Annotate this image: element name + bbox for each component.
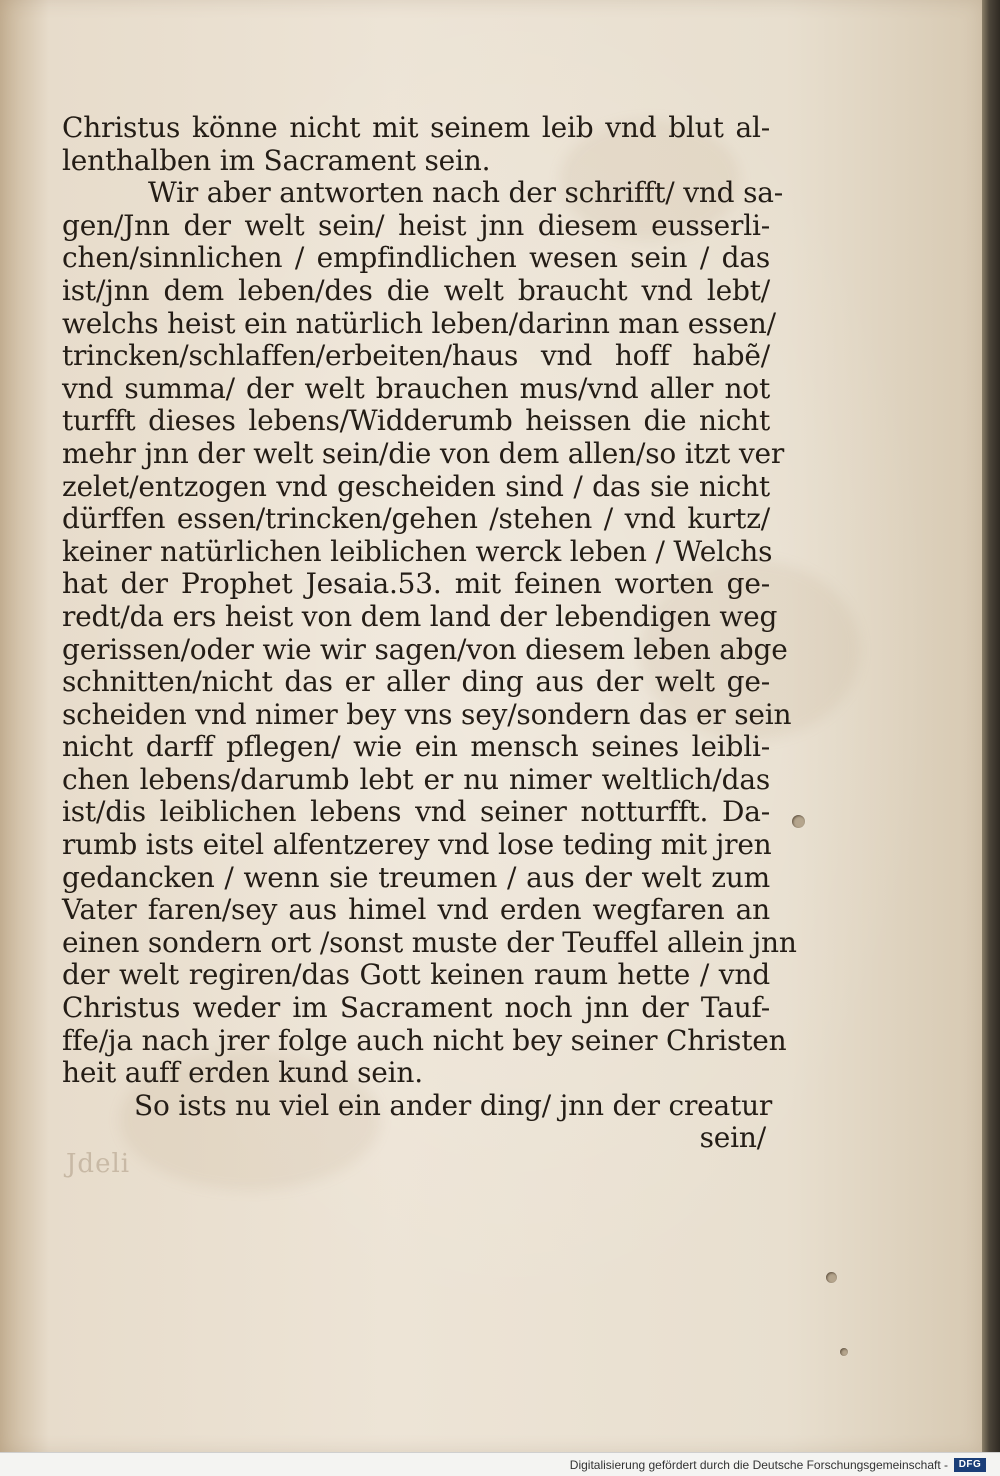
text-line: heit auff erden kund sein. (62, 1056, 423, 1090)
text-line: chen/sinnlichen / empfindlichen wesen sein / das (62, 241, 770, 275)
dfg-logo: DFG (954, 1458, 986, 1472)
text-line: redt/da ers heist von dem land der lebendigen weg (62, 599, 778, 633)
text-line: Christus könne nicht mit seinem leib vnd blut al- (62, 111, 770, 144)
text-line: Wir aber antworten nach der schrifft/ vnd sa- (148, 176, 784, 210)
text-line: ist/jnn dem leben/des die welt braucht vnd lebt/ (62, 273, 770, 307)
text-line: der welt regiren/das Gott keinen raum hette / vnd (62, 958, 770, 992)
text-line: zelet/entzogen vnd gescheiden sind / das sie nicht (62, 469, 770, 503)
faint-show-through-mark: Jdeli (66, 1149, 131, 1179)
page-edge (982, 0, 1000, 1453)
text-line: rumb ists eitel alfentzerey vnd lose teding mit jren (62, 828, 772, 862)
text-line: keiner natürlichen leiblichen werck leben / Welchs (62, 534, 773, 568)
funding-credit: Digitalisierung gefördert durch die Deutsche Forschungsgemeinschaft - (569, 1458, 948, 1472)
paper-hole (840, 1348, 848, 1356)
text-line: gerissen/oder wie wir sagen/von diesem leben abge (62, 632, 788, 666)
text-line: Christus weder im Sacrament noch jnn der Tauf- (62, 991, 770, 1025)
text-line: ist/dis leiblichen lebens vnd seiner notturfft. Da- (62, 795, 770, 829)
text-line: hat der Prophet Jesaia.53. mit feinen worten ge- (62, 567, 770, 601)
paper-hole (792, 815, 805, 828)
text-line: lenthalben im Sacrament sein. (62, 143, 491, 177)
text-line: So ists nu viel ein ander ding/ jnn der creatur (134, 1088, 773, 1122)
footer-bar (0, 1452, 1000, 1476)
text-line: schnitten/nicht das er aller ding aus der welt ge- (62, 665, 770, 699)
text-line: trincken/schlaffen/erbeiten/haus vnd hoff habẽ/ (62, 339, 770, 373)
text-line: scheiden vnd nimer bey vns sey/sondern das er sein (62, 697, 792, 731)
text-line: turfft dieses lebens/Widderumb heissen die nicht (62, 404, 770, 438)
text-line: dürffen essen/trincken/gehen /stehen / vnd kurtz/ (62, 502, 770, 536)
text-line: vnd summa/ der welt brauchen mus/vnd aller not (62, 371, 770, 405)
text-line: ffe/ja nach jrer folge auch nicht bey seiner Christen (62, 1023, 787, 1057)
paper-hole (826, 1272, 837, 1283)
text-line: chen lebens/darumb lebt er nu nimer weltlich/das (62, 762, 770, 796)
text-line: einen sondern ort /sonst muste der Teuffel allein jnn (62, 925, 797, 959)
text-line: nicht darff pflegen/ wie ein mensch seines leibli- (62, 730, 770, 764)
catchword: sein/ (699, 1121, 766, 1155)
text-line: gedancken / wenn sie treumen / aus der welt zum (62, 860, 770, 894)
text-line: welchs heist ein natürlich leben/darinn man essen/ (62, 306, 776, 340)
body-text (62, 111, 797, 1156)
text-line: gen/Jnn der welt sein/ heist jnn diesem eusserli- (62, 208, 770, 242)
text-line: Vater faren/sey aus himel vnd erden wegfaren an (62, 893, 770, 927)
text-line: mehr jnn der welt sein/die von dem allen/so itzt ver (62, 436, 785, 470)
